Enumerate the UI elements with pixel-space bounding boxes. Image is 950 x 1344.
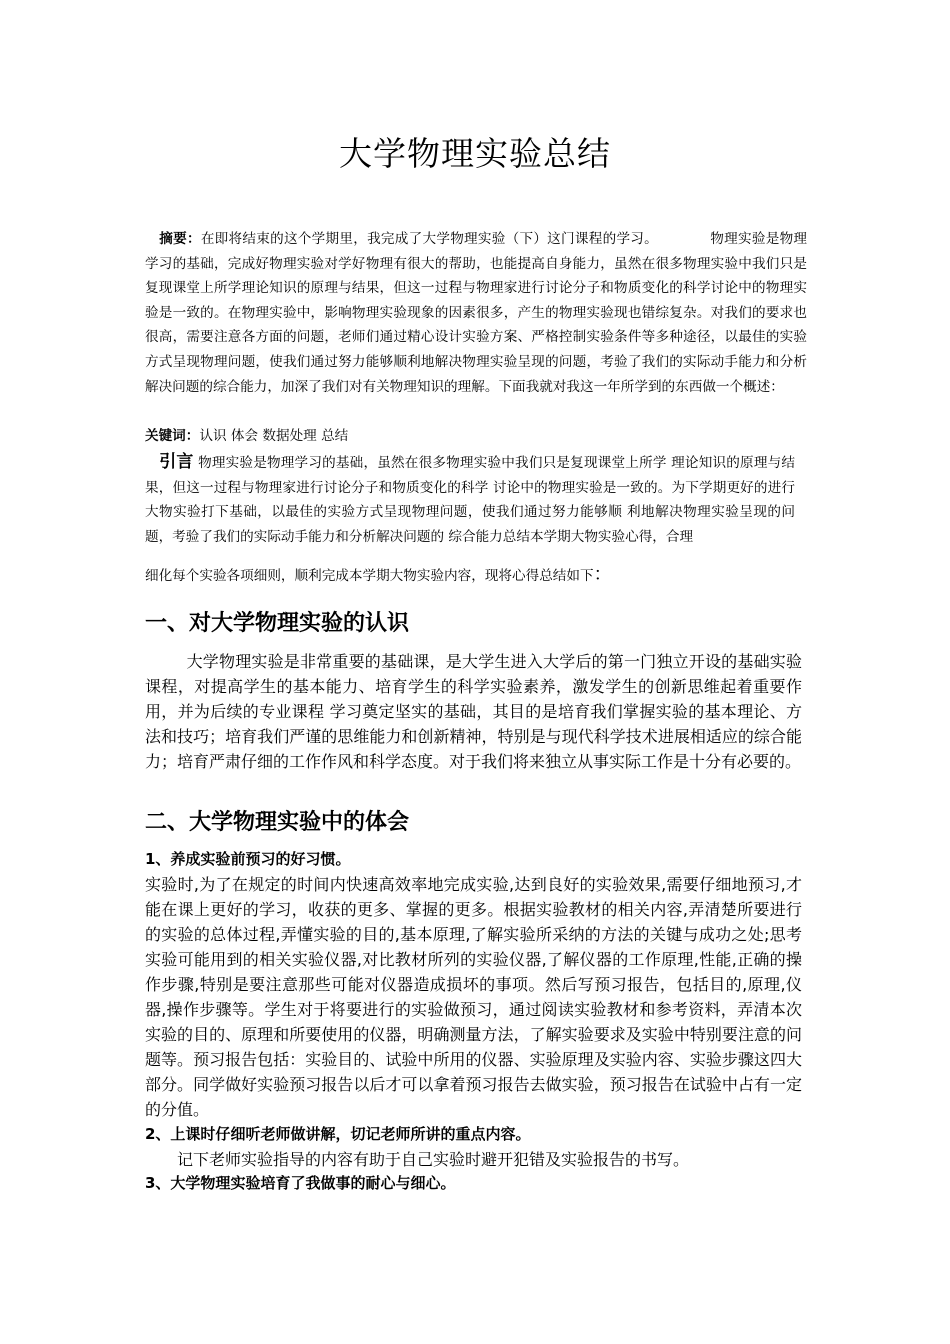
abstract-text: 物理实验是物理学习的基础，完成好物理实验对学好物理有很大的帮助，也能提高自身能力，虽然在很多物理实验中我们只是复现课堂上所学理论知识的原理与结果，但这一过程与物理家进行讨论分子和物质变化的科学讨论中的物理实验是一致的。在物理实验中，影响物理实验现象的因素很多，产生的物理实验现也错综复杂。对我们的要求也很高，需要注意各方面的问题，老师们通过精心设计实验方案、严格控制实验条件等多种途径，以最佳的实验方式呈现物理问题，使我们通过努力能够顺利地解决物理实验呈现的问题，考验了我们的实际动手能力和分析解决问题的综合能力，加深了我们对有关物理知识的理解。下面我就对我这一年所学到的东西做一个概述： <box>145 231 808 395</box>
abstract-paragraph <box>145 227 807 399</box>
intro-closing-line <box>145 563 612 588</box>
keywords-label: 关键词： <box>145 428 200 444</box>
abstract-first-sentence: 在即将结束的这个学期里，我完成了大学物理实验（下）这门课程的学习。 <box>200 231 659 247</box>
document-title: 大学物理实验总结 <box>339 134 611 173</box>
subsection-3-heading: 3、大学物理实验培育了我做事的耐心与细心。 <box>145 1174 456 1192</box>
section-1-heading: 一、对大学物理实验的认识 <box>145 611 410 636</box>
intro-text: 物理实验是物理学习的基础，虽然在很多物理实验中我们只是复现课堂上所学 理论知识的原理与结果，但这一过程与物理家进行讨论分子和物质变化的科学 讨论中的物理实验是一致的。为下学期更好的进行大物实验打下基础，以最佳的实验方式呈现物理问题，使我们通过努力能够顺 利地解决物理实验呈现的问题，考验了我们的实际动手能力和分析解决问题的 综合能力总结本学期大物实验心得，合理 <box>145 455 795 545</box>
keywords-line <box>145 425 348 447</box>
keywords-text: 认识 体会 数据处理 总结 <box>199 428 349 444</box>
subsection-2-body: 记下老师实验指导的内容有助于自己实验时避开犯错及实验报告的书写。 <box>177 1150 690 1169</box>
intro-label: 引言 <box>159 452 194 472</box>
subsection-1-body: 实验时,为了在规定的时间内快速高效率地完成实验,达到良好的实验效果,需要仔细地预习,才能在课上更好的学习，收获的更多、掌握的更多。根据实验教材的相关内容,弄清楚所要进行的实验的总体过程,弄懂实验的目的,基本原理,了解实验所采纳的方法的关键与成功之处;思考实验可能用到的相关实验仪器,对比教材所列的实验仪器,了解仪器的工作原理,性能,正确的操作步骤,特别是要注意那些可能对仪器造成损坏的事项。然后写预习报告，包括目的,原理,仪器,操作步骤等。学生对于将要进行的实验做预习，通过阅读实验教材和参考资料，弄清本次实验的目的、原理和所要使用的仪器，明确测量方法，了解实验要求及实验中特别要注意的问题等。预习报告包括：实验目的、试验中所用的仪器、实验原理及实验内容、实验步骤这四大部分。同学做好实验预习报告以后才可以拿着预习报告去做实验，预习报告在试验中占有一定的分值。 <box>145 875 802 1119</box>
abstract-label: 摘要： <box>159 231 201 247</box>
section-1-body: 大学物理实验是非常重要的基础课，是大学生进入大学后的第一门独立开设的基础实验课程，对提高学生的基本能力、培育学生的科学实验素养，激发学生的创新思维起着重要作用，并为后续的专业课程 学习奠定坚实的基础，其目的是培育我们掌握实验的基本理论、方法和技巧；培育我们严谨的思维能力和创新精神，特别是与现代科学技术进展相适应的综合能力；培育严肃仔细的工作作风和科学态度。对于我们将来独立从事实际工作是十分有必要的。 <box>145 652 802 771</box>
section-2-heading: 二、大学物理实验中的体会 <box>145 810 410 835</box>
subsection-2-heading: 2、上课时仔细听老师做讲解，切记老师所讲的重点内容。 <box>145 1125 531 1143</box>
intro-closing-text: 细化每个实验各项细则，顺利完成本学期大物实验内容，现将心得总结如下 <box>145 568 594 584</box>
intro-closing-colon: ： <box>593 564 612 585</box>
intro-paragraph <box>145 450 795 549</box>
subsection-1-heading: 1、养成实验前预习的好习惯。 <box>145 850 351 868</box>
